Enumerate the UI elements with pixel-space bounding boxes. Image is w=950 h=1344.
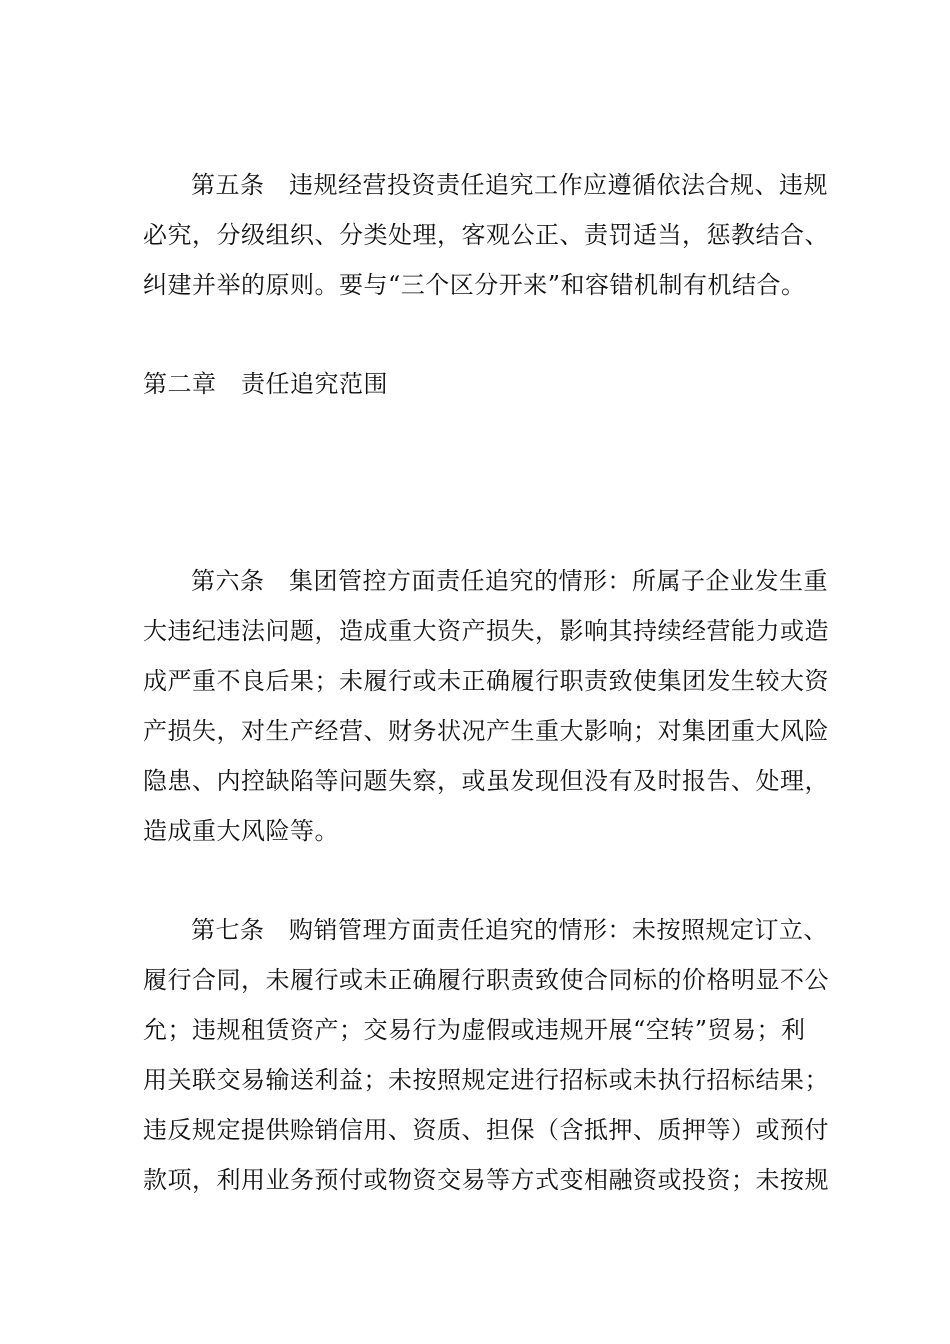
article-5-line-3: 纠建并举的原则。要与“三个区分开来”和容错机制有机结合。 (143, 271, 806, 299)
article-7-line-1: 第七条 购销管理方面责任追究的情形：未按照规定订立、 (191, 916, 828, 944)
article-7-line-5: 违反规定提供赊销信用、资质、担保（含抵押、质押等）或预付 (143, 1116, 829, 1144)
article-7-line-6: 款项，利用业务预付或物资交易等方式变相融资或投资；未按规 (143, 1166, 829, 1194)
article-5-line-1: 第五条 违规经营投资责任追究工作应遵循依法合规、违规 (191, 171, 828, 199)
article-6-line-1: 第六条 集团管控方面责任追究的情形：所属子企业发生重 (191, 567, 828, 595)
article-5-line-2: 必究，分级组织、分类处理，客观公正、责罚适当，惩教结合、 (143, 221, 829, 249)
article-6-line-6: 造成重大风险等。 (143, 817, 339, 845)
article-7-line-4: 用关联交易输送利益；未按照规定进行招标或未执行招标结果； (143, 1066, 829, 1094)
article-6-line-4: 产损失，对生产经营、财务状况产生重大影响；对集团重大风险 (143, 717, 829, 745)
article-6-line-2: 大违纪违法问题，造成重大资产损失，影响其持续经营能力或造 (143, 617, 829, 645)
article-7-line-2: 履行合同，未履行或未正确履行职责致使合同标的价格明显不公 (143, 966, 829, 994)
article-6-line-3: 成严重不良后果；未履行或未正确履行职责致使集团发生较大资 (143, 667, 829, 695)
chapter-2-heading: 第二章 责任追究范围 (143, 370, 388, 398)
article-6-line-5: 隐患、内控缺陷等问题失察，或虽发现但没有及时报告、处理， (143, 767, 829, 795)
article-7-line-3: 允；违规租赁资产；交易行为虚假或违规开展“空转”贸易；利 (143, 1016, 806, 1044)
